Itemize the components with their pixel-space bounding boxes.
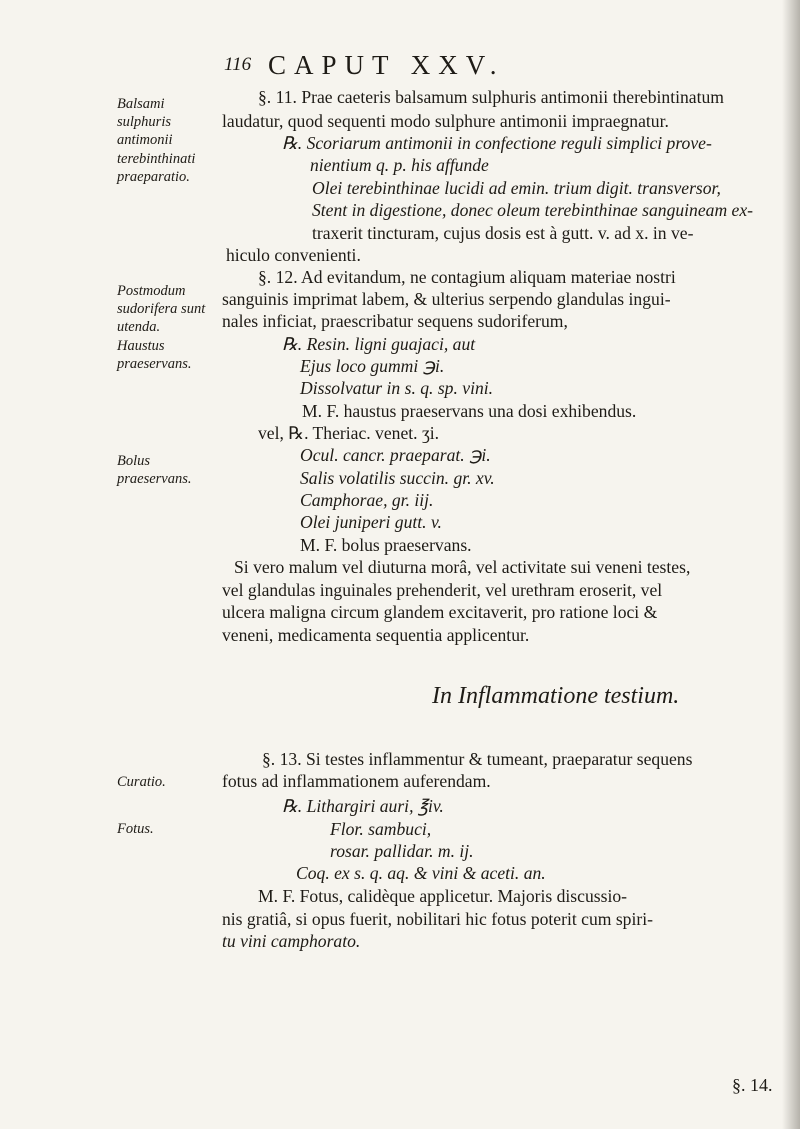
body-line: veneni, medicamenta sequentia applicentur. bbox=[222, 625, 530, 645]
page-number: 116 bbox=[224, 54, 252, 75]
body-line: fotus ad inflammationem auferendam. bbox=[222, 771, 491, 791]
body-line: rosar. pallidar. m. ij. bbox=[330, 841, 474, 861]
body-line: §. 13. Si testes inflammentur & tumeant, praeparatur sequens bbox=[262, 749, 693, 769]
margin-note-bolus: Bolus praeservans. bbox=[117, 453, 192, 488]
body-line: Dissolvatur in s. q. sp. vini. bbox=[300, 378, 494, 398]
running-head: CAPUT XXV. bbox=[268, 50, 505, 80]
body-line: ulcera maligna circum glandem excitaverit, pro ratione loci & bbox=[222, 602, 658, 622]
margin-note-fotus: Fotus. bbox=[117, 821, 154, 837]
body-line: Si vero malum vel diuturna morâ, vel activitate sui veneni testes, bbox=[234, 557, 691, 577]
body-line: Stent in digestione, donec oleum terebinthinae sanguineam ex- bbox=[312, 200, 754, 220]
body-line: vel glandulas inguinales prehenderit, vel urethram eroserit, vel bbox=[222, 580, 663, 600]
body-line: §. 12. Ad evitandum, ne contagium aliquam materiae nostri bbox=[258, 267, 676, 287]
body-line: Salis volatilis succin. gr. xv. bbox=[300, 468, 495, 488]
margin-note-sudorifera: Postmodum sudorifera sunt utenda. Haustus praeservans. bbox=[117, 283, 206, 372]
body-line: hiculo convenienti. bbox=[226, 245, 361, 265]
margin-note-balsam: Balsami sulphuris antimonii terebinthinati praeparatio. bbox=[117, 96, 196, 185]
body-line: tu vini camphorato. bbox=[222, 931, 361, 951]
body-line: Ejus loco gummi ℈i. bbox=[300, 356, 445, 376]
body-line: M. F. haustus praeservans una dosi exhibendus. bbox=[302, 401, 637, 421]
body-line: ℞. Scoriarum antimonii in confectione reguli simplici prove- bbox=[282, 133, 712, 153]
page-edge-shadow bbox=[782, 0, 800, 1129]
margin-note-curatio: Curatio. bbox=[117, 774, 166, 790]
body-line: Coq. ex s. q. aq. & vini & aceti. an. bbox=[296, 863, 546, 883]
body-line: traxerit tincturam, cujus dosis est à gutt. v. ad x. in ve- bbox=[312, 223, 694, 243]
body-line: vel, ℞. Theriac. venet. ʒi. bbox=[258, 423, 440, 443]
body-line: Flor. sambuci, bbox=[330, 819, 432, 839]
body-line: Ocul. cancr. praeparat. ℈i. bbox=[300, 445, 491, 465]
body-line: laudatur, quod sequenti modo sulphure antimonii impraegnatur. bbox=[222, 111, 669, 131]
catchword: §. 14. bbox=[732, 1075, 773, 1095]
body-line: ℞. Resin. ligni guajaci, aut bbox=[282, 334, 476, 354]
section-heading: In Inflammatione testium. bbox=[432, 683, 680, 709]
body-line: M. F. Fotus, calidèque applicetur. Majoris discussio- bbox=[258, 886, 627, 906]
body-line: nales inficiat, praescribatur sequens sudoriferum, bbox=[222, 311, 568, 331]
body-line: M. F. bolus praeservans. bbox=[300, 535, 472, 555]
body-line: ℞. Lithargiri auri, ℥iv. bbox=[282, 796, 444, 816]
body-line: nis gratiâ, si opus fuerit, nobilitari hic fotus poterit cum spiri- bbox=[222, 909, 653, 929]
body-line: sanguinis imprimat labem, & ulterius serpendo glandulas ingui- bbox=[222, 289, 671, 309]
body-line: nientium q. p. his affunde bbox=[310, 155, 489, 175]
body-line: Olei terebinthinae lucidi ad emin. trium digit. transversor, bbox=[312, 178, 721, 198]
body-line: §. 11. Prae caeteris balsamum sulphuris antimonii therebintinatum bbox=[258, 87, 724, 107]
body-line: Camphorae, gr. iij. bbox=[300, 490, 434, 510]
body-line: Olei juniperi gutt. v. bbox=[300, 512, 442, 532]
